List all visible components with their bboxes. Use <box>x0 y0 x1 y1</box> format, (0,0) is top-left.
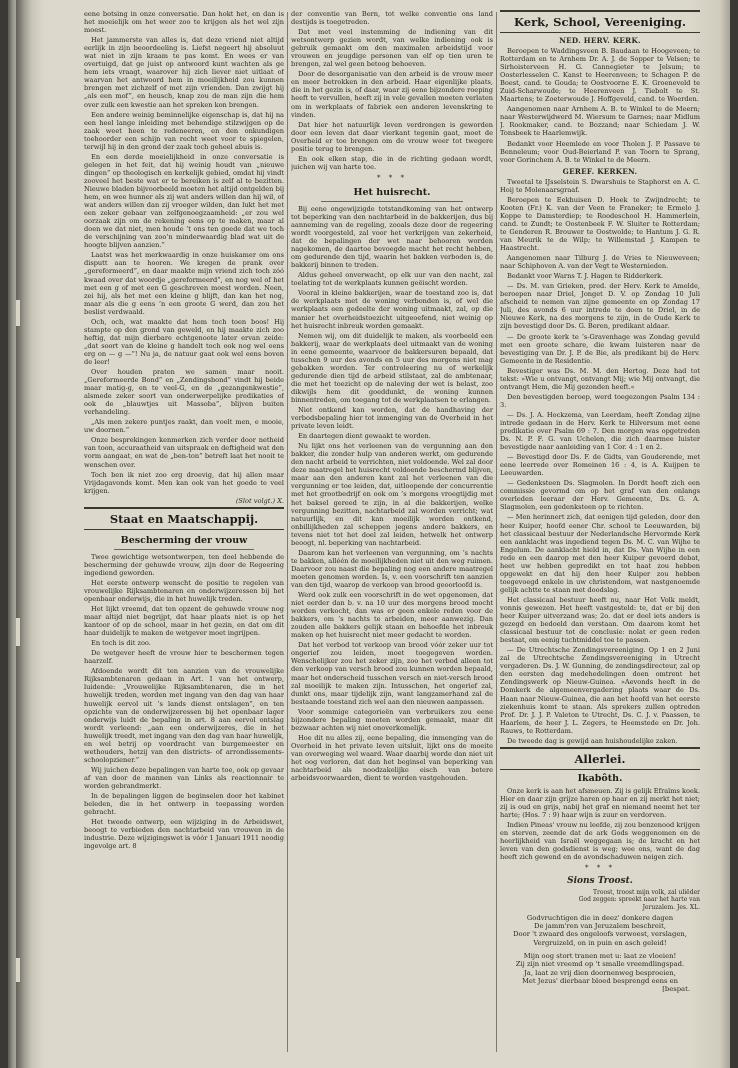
paragraph: — De groote kerk te ’s-Gravenhage was Zondag gevuld met een groote schare, die kwam luisteren naar de bevestiging van Dr. J. P. de Bie, als predikant bij de Herv. Gemeente in de Residentie. <box>500 332 700 365</box>
paragraph: Nu lijkt ons het verleenen van de vergunning aan den bakker, die zonder hulp van anderen werkt, om gedurende den nacht arbeid te verrichten, niet voldoende. Wel zal door deze maatregel het huisrecht voldoende beschermd blijven, maar aan den anderen kant zal het verleenen van die vergunning er toe leiden, dat, uitloopende der concurrentie met het grootbedrijf en ook om ’s morgens vroegtijdig met het baksel gereed te zijn, in al die bakkerijen, welke vergunning bezitten, nachtarbeid zal worden verricht; wat natuurlijk, en dit kan moeilijk worden ontkend, onbillijkheden zal scheppen jegens andere bakkers, en tevens niet tot het doel zal leiden, hetwelk het ontwerp beoogt, nl. beperking van nachtarbeid. <box>291 442 493 547</box>
article-title: Ikabôth. <box>577 772 623 784</box>
epigraph-line: Troost, troost mijn volk, zal uliëder <box>593 889 700 897</box>
paragraph: Niet ontkend kan worden, dat de handhaving der verbodsbepaling hier tot inmenging van de Overheid in het private leven leidt. <box>291 406 493 431</box>
subsection-title: GEREF. KERKEN. <box>562 166 638 176</box>
binding-mark <box>16 618 20 646</box>
paragraph: Aangenomen naar Arnhem A. B. te Winkel te de Meern; naar Westerwijdwerd M. Wiersum te Garnes; naar Midlum J. Rookmaker, cand. te Bozzand; naar Schiedam J. W. Tonsbeek te Haarlemwijk. <box>500 105 700 138</box>
paragraph: Het lijkt vreemd, dat ten opzent de gehuwde vrouw nog maar altijd niet begrijpt, dat haar plaats niet is op het kantoor of op de school, maar in het gezin, en dat om dit haar duidelijk te maken de wetgever moet ingrijpen. <box>84 605 284 638</box>
paragraph: En een derde moeielijkheid in onze conversatie is gelegen in het feit, dat hij weinig houdt van „nieuwe dingen” op theologisch en kerkelijk gebied, omdat hij vindt zooveel het beste wat er te bereiken is zelf al te bezitten. Nieuwe bladen bijvoorbeeld moeten het altijd ontgelden bij hem, en wee hunner als zij wat anders willen dan hij wil, of wat anders willen dan zij vroeger wilden, dan lukt het met een zeker gebaar van zelfgenoegzaamheid: „er zou wel oorzaak zijn om de rekening eens op te maken, maar al doen we dat niet, men houde ’t ons ten goede dat we toch de verschijning van zoo’n minderwaardig blad wat uit de hoogte blijven aanzien.” <box>84 152 284 250</box>
subsection-title: NED. HERV. KERK. <box>559 36 641 45</box>
paragraph: Onze kerk is aan het afsmeuen. Zij is gelijk Efraïms koek. Hier en daar zijn grijze haren op haar en zij merkt het niet; zij is oud en grijs, nabij het graf en niemand neemt het ter harte; (Hos. 7 : 9) haar wijn is zuur en verdorven. <box>500 786 700 819</box>
section-title: Staat en Maatschappij. <box>109 511 259 526</box>
article-title: Sions Troost. <box>567 876 633 887</box>
article-title: Bescherming der vrouw <box>120 534 248 546</box>
epigraph-line: God zeggen: spreekt naar het harte van <box>578 896 700 904</box>
column-separator <box>496 12 497 1052</box>
paragraph: Het jammerste van alles is, dat deze vriend niet altijd eerlijk in zijn beoordeeling is. Liefst negeert hij absoluut wat niet in zijn kraam te pas komt. En wees er van overtuigd, dat ge juist op antwoord kunt wachten als ge hem iets vraagt, waarover hij zich liever niet uitlaat of waarvan het antwoord hem in moeilijkheid zou kunnen brengen met zichzelf of met zijn vrienden. Dan zwijgt hij „als een mof”, en heusch, knap zou de man zijn die hem over zulk een kwestie aan het spreken kon brengen. <box>84 36 284 109</box>
article-continuation <box>84 10 284 505</box>
paragraph: — De Utrechtsche Zendingsvereeniging. Op 1 en 2 Juni zal de Utrechtsche Zendingsvereeniging in Utrecht vergaderen. Ds. J. W. Gunning, de zendingsdirecteur, zal op den eersten dag medehedelingen doen omtrent het Zendingswerk op Nieuw-Guinea. »Aevonds heeft in de Domkerk de algemeenvergadering plaats waar de Ds. Haan naar Nieuw-Guinea, die aan het hoofd van het eerste ziekenhuis komt te staan. Als sprekers zullen optreden Prof. Dr. J. J. P. Valeton te Utrecht, Ds. C. J. v. Paassen, te Haarlem, de heer J. L. Zegers, te Heemstede en Dr. Joh. Rauws, te Rotterdam. <box>500 646 700 735</box>
paragraph: — Bevestigd door Ds. F. de Gidts, van Gouderende, met eene leerrede over Romeinen 16 : 4, is A. Kuijpen te Leeuwarden. <box>500 453 700 478</box>
paragraph: De tweede dag is gewijd aan huishoudelijke zaken. <box>507 736 678 745</box>
poem-line: Vergruizeld, on in puin en asch geleid! <box>533 938 667 947</box>
page-spine-shadow <box>16 0 42 1068</box>
paragraph: Bij eene ongewijzigde totstandkoming van het ontwerp tot beperking van den nachtarbeid in de bakkerijen, dus bij aanneming van de regeling, zooals deze door de regeering wordt voorgesteld, zal voor het verkrijgen van zekerheid, dat de bepalingen der wet naar behooren worden nagekomen, de daartoe bevoegde macht het recht hebben, om gedurende den tijd, waarin het bakken verboden is, de bakkerij binnen te treden. <box>291 204 493 270</box>
paragraph: Bevestiger was Ds. M. M. den Hertog. Deze had tot tekst: »Wie u ontvangt, ontvangt Mij; wie Mij ontvangt, die ontvangt Hem, die Mij gezonden heeft.« <box>500 366 700 391</box>
paragraph: Werd ook zulk een voorschrift in de wet opgenomen, dat niet eerder dan b. v. na 10 uur des morgens brood mocht worden verkocht, dan was er geen enkele reden voor de bakkers, om ’s nachts te arbeiden, meer aanwezig. Dan zouden alle bakkers gelijk staan en behoefde het inbreuk maken op het huisrecht niet meer gedacht te worden. <box>291 591 493 640</box>
paragraph: Nemen wij, om dit duidelijk te maken, als voorbeeld een bakkerij, waar de werkplaats deel uitmaakt van de woning in eene gemeente, waarvoor de bakkersuren bepaald, dat tusschen 9 uur des avonds en 5 uur des morgens niet mag gebakken worden. Ter controleering nu of werkelijk gedurende dien tijd de arbeid stilstaat, zal de ambtenaar, die met het toezicht op de naleving der wet is belast, zoo dikwijls hem dit goeddunkt, de woning kunnen binnentreden, om toegang tot de werkplaatsen te erlangen. <box>291 331 493 404</box>
paragraph: De wetgever heeft de vrouw hier te beschermen tegen haarzelf. <box>84 649 284 666</box>
paragraph: Het tweede ontwerp, een wijziging in de Arbeidswet, beoogt te verbieden den nachtarbeid van vrouwen in de industrie. Deze wijzigingswet is vóór 1 Januari 1911 noodig ingevolge art. 8 <box>84 818 284 851</box>
poem-line: Godvruchtigen die in deez' donkere dagen <box>526 913 674 922</box>
paragraph: Dat hier het natuurlijk leven verdrongen is geworden door een leven dat daar vierkant tegenin gaat, moet de Overheid er toe brengen om de vrouw weer tot twegere positie terug te brengen. <box>291 120 493 153</box>
section-title: Allerlei. <box>574 751 626 766</box>
section-header <box>500 747 700 770</box>
paragraph: — Ds. M. van Grieken, pred. der Herv. Kerk te Amelde, beroepen naar Driel, Jonget D. V. op Zondag 10 Juli afscheid te nemen van zijne gemeente en op Zondag 17 Juli, des avonds 6 uur intrede te doen te Driel, in de Nieuwe Kerk, na des morgens te zijn, in de Oude Kerk te zijn bevestigd door Ds. G. Beren, predikant aldaar. <box>500 282 700 331</box>
poem-line: [bespat. <box>662 985 690 994</box>
poem-line: De jamm'ren van Jeruzalem beschreit, <box>534 922 666 931</box>
paragraph: Het eerste ontwerp wenscht de positie te regelen van vrouwelijke Rijksambtenaren en onderwijzeressen bij het openbaar onderwijs, die in het huwelijk treden. <box>84 578 284 603</box>
paragraph: der conventie van Bern, tot welke conventie ons land destijds is toegetreden. <box>291 10 493 27</box>
binding-mark <box>16 300 20 326</box>
paragraph: In de bepalingen liggen de beginselen door het kabinet beleden, die in het ontwerp in toepassing worden gebracht. <box>84 792 284 817</box>
paragraph: Tweetal te IJsselstein S. Dwarshuis te Staphorst en A. C. Hoij te Molenaarsgraaf. <box>500 177 700 194</box>
paragraph: Dat met veel instemming de indiening van dit wetsontwerp gezien wordt, van welke indiening ook is gebruik gemaakt om den maximalen arbeidstijd voor vrouwen en jeugdige personen van elf op tien uren te brengen, zal wel geen betoog behoeven. <box>291 28 493 69</box>
paragraph: Bedankt voor Heemlede en voor Tholen J. P. Passave te Benneleum; voor Oud-Beierland P. van Toorn te Sprang, voor Gorinchem A. B. te Winkel te de Meern. <box>500 139 700 164</box>
title-rule <box>114 549 254 550</box>
paragraph: Onze besprekingen kenmerken zich verder door netheid van toon, accuraatheid van uitspraak en deftigheid wat den vorm aangaat, en wat de „ben-ton” betreft laat het nooit te wenschen over. <box>84 436 284 469</box>
paragraph: Voor sommige categorieën van verbruikers zou eene bijzondere bepaling moeten worden gemaakt, maar dit bezwaar achten wij niet onoverkomelijk. <box>291 707 493 732</box>
paragraph: Beroepen te Waddingsveen B. Baudaan te Hoogeveen; te Rotterdam en te Arnhem Dr. A. J. de Sopper te Velsen; te Sirhoisterveen H. G. Cannegieter te Jelsum; te Oosterlesselen C. Kanst te Heerenveen; te Schagen P. de Boest, cand. te Gouda; te Oostvoorne E. K. Groeneveld te Zuid-Scharwoude; te Heerenveen J. Tiebolt te St. Maartens; te Zoeterwoude J. Hoffgeveld, cand. te Woerden. <box>500 47 700 104</box>
paragraph: — Gedenksteen Ds. Slagmolen. In Dordt heeft zich een commissie gevormd om op het graf van den onlangs overleden leeraar der Herv. Gemeente, Ds. G. A. Slagmolen, een gedenksteen op te richten. <box>500 479 700 512</box>
paragraph: „Als men zekere puntjes raakt, dan voelt men, e mooie, uw doornen.” <box>84 418 284 435</box>
column-separator <box>287 12 288 1052</box>
paragraph: Door de desorganisatie van den arbeid is de vrouw meer en meer betrokken in den arbeid. Haar eigenlijke plaats, die in het gezin is, of daar, waar zij eene bijzondere roeping heeft te vervullen, heeft zij in vele gevallen moeten verlaten om in werkplaats of fabriek een anderen levenskring te vinden. <box>291 70 493 119</box>
paragraph: Och, och, wat maakte dat hem toch toen boos! Hij stampte op den grond van geweld, en hij maakte zich zoo heftig, dat mijn dierbare echtgenoote later ervan zeide: „dat soort van de kleine g handelt toch ook nog wel eens erg on — g —”! Nu ja, de natuur gaat ook wel eens boven de leer! <box>84 317 284 366</box>
paragraph: En daartegen dient gewaakt te worden. <box>298 432 431 441</box>
paragraph: En toch is dit zoo. <box>91 639 151 648</box>
poem <box>500 914 700 994</box>
poem-line: Zij zijn niet vreemd op 't smalle vreemdlingspad. <box>515 960 685 969</box>
paragraph: Over houden praten we samen maar nooit. „Gereformeerde Bond” en „Zendingsbond” vindt hij beide maar matig-g, en te veel-G, en de „gezangenkwestie”, alsmede zeker soort van onderwerpelijke predikaties of ook de „blauwtjes uit Massoba”, blijven buiten verhandeling. <box>84 368 284 417</box>
poem-line: Met Jezus' dierbaar bloed besprengd eens en <box>521 976 679 985</box>
paragraph: eene botsing in onze conversatie. Dan hokt het, en dan is het moeielijk om het weer zoo te krijgen als het wel zijn moest. <box>84 10 284 35</box>
section-header <box>84 507 284 530</box>
paragraph: En ook elken stap, die in de richting gedaan wordt, juichen wij van harte toe. <box>291 154 493 171</box>
paragraph: Het classicaal bestuur heeft nu, naar Het Volk meldt, vonnis gewezen. Het heeft vastgesteld: te, dat er bij den heer Kuiper uitverzand was; 2o. dat er deel iets anders is gezegd en bedoeld dan verstaan. Om daarom komt het classicaal bestuur tot de conclusie: nolat er geen reden bestaat, om eenig tuchtmiddel toe te passen. <box>500 595 700 645</box>
paragraph: Laatst was het merkwaardig in onze huiskamer om ons disputt aan te hooren. We kregen de prank over „gereformeerd”, en daar maakte mijn vriend zich toch zóó kwaad over dat woordje „gereformeerd”, en nog wel of het met een g of met een G geschreven moest worden. Neen, zei hij, als het met een kleine g blijft, dan kan het nog, maar als die g eens ’n een groote G werd, dan zou het beslist verdwaald. <box>84 251 284 316</box>
separator-asterisks: * * * <box>377 173 407 182</box>
paragraph: Afdoende wordt dit ten aanzien van de vrouwelijke Rijksambtenaren gedaan in Art. I van het ontwerp, luidende: „Vrouwelijke Rijksambtenaren, die in het huwelijk treden, worden met ingang van den dag van haar huwelijk eervol uit ’s lands dienst ontslagen”, en ten opzichte van de onderwijzeressen bij het openbaar lager onderwijs luidt de bepaling in art. 8 aan eervol ontslag wordt verleend: „aan een onderwijzeres, die in het huwelijk treedt, met ingang van den dag van haar huwelijk, en wel betrij op voordracht van burgemeester en wethouders, hetzij van den districts- of arrondissements-schoolopziener.” <box>84 667 284 764</box>
column-right <box>500 10 700 1060</box>
epigraph <box>500 889 700 911</box>
paragraph: Twee gewichtige wetsontwerpen, ten doel hebbende de bescherming der gehuwde vrouw, zijn door de Regeering ingediend geworden. <box>84 552 284 577</box>
title-rule <box>321 201 463 202</box>
paragraph: Aangenomen naar Tilburg J. de Vries te Nieuweveen; naar Schiphoven A. van der Vegt te Westernieden. <box>500 254 700 271</box>
poem-line: Ja, laat ze vrij dien doornenweg besproeien, <box>524 968 676 977</box>
article-signature: (Slot volgt.) X. <box>235 496 284 505</box>
paragraph: Aldus geheel onverwacht, op elk uur van den nacht, zal toelating tot de werkplaats kunnen geëischt worden. <box>291 271 493 288</box>
newspaper-page <box>8 0 730 1068</box>
section-header <box>500 10 700 33</box>
paragraph: Toch ben ik niet zoo erg droevig, dat hij allen maar Vrijdagavonds komt. Men kan ook van het goede te veel krijgen. <box>84 470 284 495</box>
paragraph: Den bevestigden beroep, werd toegezongen Psalm 134 : 3. <box>500 392 700 409</box>
paragraph: Indien Pineas' vrouw nu leefde, zij zou benzenood krijgen en sterven, zeende dat de ark Gods weggenomen en de heerlijkheid van Israël weggegaan is; de kracht en het leven van den godsdienst is weg; wee ons, want de dag heeft zich gewend en de avondschaduwen neigen zich. <box>500 820 700 862</box>
paragraph: Een andere weinig beminnelijke eigenschap is, dat hij na een heel lange inleiding met behendige stilzwijgen op de zaak weet heen te redeneeren, en den onkundigen toehoorder een schijn van recht weet voor te spiegelen, terwijl hij in den grond der zaak toch geheel abuis is. <box>84 110 284 151</box>
section-title: Kerk, School, Vereeniging. <box>514 15 686 29</box>
paragraph: Dat het verbod tot verkoop van brood vóór zeker uur tot ongerief zou leiden, moet toegegeven worden. Wenschelijker zou het zeker zijn, zoo het verbod alleen tot den verkoop van versch brood zou kunnen worden bepaald, maar het onderscheid tusschen versch en niet-versch brood zal moeilijk te maken zijn. Intusschen, het ongerief zal, dunkt ons, maar tijdelijk zijn, want langzamerhand zal de bestaande toestand zich wel aan den nieuwen aanpassen. <box>291 641 493 706</box>
paragraph: Beroepen te Eekhuisen D. Hoek te Zwijndrecht; te Kooten (Fr.) K. van der Veen te Franeker; te Ermelo J. Koppe te Damsterdiep; te Roodeschool H. Hammerlein, cand. te Zundt; te Oostenbeek F. W. Sluiter te Rotterdam; te Genderen R. Brouwer te Oostwolde; te Hantum J. G. R. van Meurik te de Wilp; te Willemstad J. Kampen te Haastrecht. <box>500 195 700 253</box>
poem-line: Mijn oog stort tranen met u: laat ze vloeien! <box>523 952 677 961</box>
paragraph: Hoe dit nu alles zij, eene bepaling, die inmenging van de Overheid in het private leven uitsluit, lijkt ons de moeite van overweging wel waard. Waar daarbij worde dan niet uit het oog verloren, dat dan het beginsel van beperking van nachtarbeid als noodzakelijke eisch van betere arbeidsvoorwaarden, dient te worden vastgehouden. <box>291 733 493 783</box>
paragraph: — Men herinnert zich, dat eenigen tijd geleden, door den heer Kuiper, hoofd eener Chr. school te Leeuwarden, bij het classicaal bestuur der Nederlandsche Hervormde Kerk een aanklacht was ingediend tegen Ds. M. C. van Wijhe te Engelum. De aanklacht hield in, dat Ds. Van Wijhe in een rede en een daarop met den heer Kuiper gevoerd debat, heet uw hebben gepredikt en tot haat zou hebben opgewekt en dat hij den heer Kuiper zou hebben toegevoegd enkele in uw christendom, wat nastgenoemde gelijk achtte te staan met doodslag. <box>500 513 700 594</box>
binding-mark <box>16 958 20 982</box>
poem-line: Door 't zwaard des ongeloofs verwoest, verslagen, <box>513 930 687 939</box>
paragraph: Daarom kan het verleenen van vergunning, om ’s nachts te bakken, alléén de moeilijkheden niet uit den weg ruimen. Daarvoor zou naast die bepaling nog een andere maatregel moeten genomen worden. Is, v. een voorschrift ten aanzien van den tijd, waarop de verkoop van brood geoorloofd is. <box>291 548 493 589</box>
epigraph-line: Jeruzalem. Jes. XL. <box>642 903 700 911</box>
paragraph: — Ds. J. A. Hockzema, van Leerdam, heeft Zondag zijne intrede gedaan in de Herv. Kerk te Hilversum met eene predikatie over Psalm 69 : 7. Den morgen was opgetreden Ds. N. P. F. G. van Uchelen, die zich daarmee luister bevestigde naar aanleiding van 1 Cor. 4 : 1 en 2. <box>500 410 700 452</box>
paragraph: Bedankt voor Warns T. J. Hagen te Ridderkerk. <box>507 272 664 281</box>
paragraph: Wij juichen deze bepalingen van harte toe, ook op gevaar af van door de mannen van Links als reactionnair te worden gebrandmerkt. <box>84 765 284 790</box>
article-title: Het huisrecht. <box>353 186 431 198</box>
paragraph: Vooral in kleine bakkerijen, waar de toestand zoo is, dat de werkplaats met de woning verbonden is, of wel die werkplaats een gedeelte der woning uitmaakt, zal, op die manier het overheidstoezicht uitgeoefend, niet weinig op het huisrecht inbreuk worden gemaakt. <box>291 289 493 330</box>
column-left <box>84 10 284 1060</box>
column-middle <box>291 10 493 1060</box>
separator-asterisks: * * * <box>585 864 615 873</box>
